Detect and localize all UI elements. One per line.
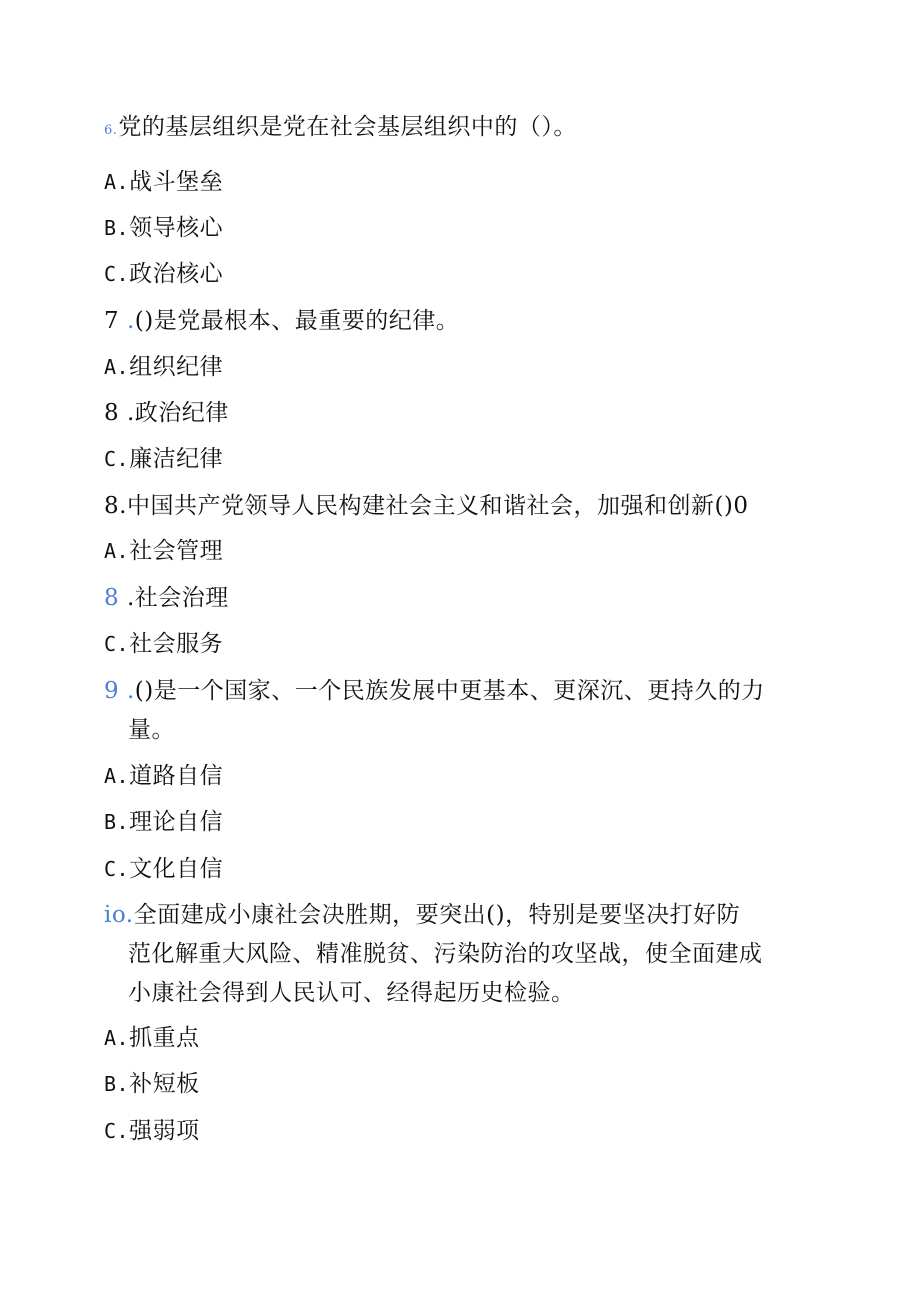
option-c	[104, 631, 223, 657]
option-letter: 8	[104, 400, 120, 426]
option-letter: C.	[104, 857, 130, 881]
question-separator: .	[126, 308, 135, 334]
option-letter: C.	[104, 632, 130, 656]
option-text: 社会管理	[129, 538, 224, 564]
option-c	[104, 1118, 200, 1144]
option-text: 文化自信	[129, 856, 224, 882]
option-b	[104, 585, 229, 611]
option-text: 道路自信	[129, 763, 224, 789]
question-9-continuation	[128, 717, 175, 743]
option-letter: C.	[104, 262, 130, 286]
option-c	[104, 856, 223, 882]
question-text: ()是党最根本、最重要的纪律。	[134, 308, 460, 334]
option-letter: A.	[104, 170, 130, 194]
question-10-continuation-2	[128, 980, 575, 1006]
option-text: .社会治理	[126, 585, 229, 611]
option-letter: C.	[104, 447, 130, 471]
option-text: 抓重点	[129, 1025, 200, 1051]
option-letter: A.	[104, 1026, 130, 1050]
question-number: 8.	[104, 493, 127, 519]
question-number: 9	[104, 678, 120, 704]
option-a	[104, 169, 223, 195]
option-text: 领导核心	[129, 215, 224, 241]
question-text: 小康社会得到人民认可、经得起历史检验。	[128, 980, 575, 1006]
option-text: 社会服务	[129, 631, 224, 657]
option-b	[104, 809, 223, 835]
option-text: .政治纪律	[126, 400, 229, 426]
question-text: 中国共产党领导人民构建社会主义和谐社会，加强和创新()0	[126, 493, 749, 519]
question-text: ()是一个国家、一个民族发展中更基本、更深沉、更持久的力	[134, 678, 765, 704]
option-letter: A.	[104, 539, 130, 563]
option-text: 组织纪律	[129, 354, 224, 380]
question-number: io.	[104, 902, 134, 928]
option-b	[104, 1071, 200, 1097]
option-text: 补短板	[129, 1071, 200, 1097]
option-letter: A.	[104, 764, 130, 788]
option-letter: A.	[104, 355, 130, 379]
question-number: 7	[104, 308, 120, 334]
question-separator: .	[126, 678, 135, 704]
question-8	[104, 493, 749, 519]
question-10	[104, 902, 740, 928]
option-letter: B.	[104, 216, 130, 240]
option-text: 战斗堡垒	[129, 169, 224, 195]
option-letter: B.	[104, 810, 130, 834]
question-6	[104, 114, 577, 144]
question-text: 党的基层组织是党在社会基层组织中的（）。	[118, 114, 577, 140]
question-10-continuation-1	[128, 941, 763, 967]
option-c	[104, 261, 223, 287]
option-letter: 8	[104, 585, 120, 611]
option-c	[104, 446, 223, 472]
question-text: 量。	[128, 717, 175, 743]
option-a	[104, 1025, 200, 1051]
option-a	[104, 354, 223, 380]
option-b	[104, 400, 229, 426]
option-a	[104, 538, 223, 564]
option-text: 强弱项	[129, 1118, 200, 1144]
question-number: 6.	[104, 123, 118, 138]
option-text: 廉洁纪律	[129, 446, 224, 472]
question-7	[104, 308, 459, 334]
option-b	[104, 215, 223, 241]
option-text: 政治核心	[129, 261, 224, 287]
question-text: 范化解重大风险、精准脱贫、污染防治的攻坚战，使全面建成	[128, 941, 763, 967]
option-letter: B.	[104, 1072, 130, 1096]
question-text: 全面建成小康社会决胜期，要突出()，特别是要坚决打好防	[133, 902, 741, 928]
option-letter: C.	[104, 1119, 130, 1143]
question-9	[104, 678, 765, 704]
option-a	[104, 763, 223, 789]
option-text: 理论自信	[129, 809, 224, 835]
